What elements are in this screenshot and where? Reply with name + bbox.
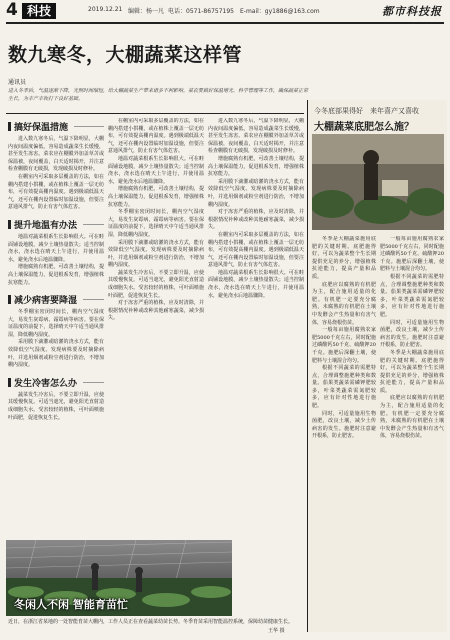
paragraph: 对于冻害严重的植株，应及时清除，并根据情况补种或改种其他耐寒蔬菜，减少损失。 (208, 209, 304, 231)
paragraph: 蔬菜发生冷害后，不要立即升温，应使其缓慢恢复。可适当遮光，避免阳光直射造成细胞失水。受害较轻的植株，可叶面喷施叶面肥，促进恢复生长。 (108, 269, 204, 299)
paragraph: 在棚室内可采取多层覆盖的方法，如在棚内搭建小拱棚，或在植株上覆盖一层无纺布，可有效提高棚内温度。遇到极端低温天气，还可在棚内设置临时加温设施，但要注意通风排气，防止有害气体危害。 (108, 118, 204, 155)
photo-overlay-title: 冬闲人不闲 智能育苗忙 (14, 598, 128, 611)
photo-credit: 王华 摄 (268, 628, 285, 634)
paragraph: 采用膜下滴灌或暗灌的浇水方式，能有效降低空气湿度。发现病株要及时摘除病叶，并选用烟剂或粉尘剂进行防治，不增加棚内湿度。 (108, 239, 204, 269)
paragraph: 蔬菜发生冷害后，不要立即升温，应使其缓慢恢复。可适当遮光，避免阳光直射造成细胞失水。受害较轻的植株，可叶面喷施叶面肥，促进恢复生长。 (8, 391, 104, 421)
section-title: 减少病害要降湿 (8, 293, 104, 306)
paragraph: 地温对蔬菜根系生长影响很大。可在畦面铺设地膜，减少土壤热量散失；适当控制浇水，浇水选在晴天上午进行，并使用温水，避免浇水后地温骤降。 (208, 269, 304, 299)
paper-name: 都市科技报 (382, 5, 442, 18)
greenhouse-photo (6, 540, 232, 616)
paragraph: 根据不同蔬菜的需肥特点，合理调整施肥种类和数量。茄果类蔬菜需磷钾肥较多，叶菜类蔬菜需氮肥较多，应有针对性地进行施肥。 (312, 365, 376, 410)
column-3 (208, 118, 304, 538)
lead-rule (6, 113, 304, 114)
section-title: 发生冷害怎么办 (8, 376, 104, 389)
byline: 通讯员 (8, 79, 27, 86)
paragraph: 冬季棚室密闭时间长，棚内空气湿度大，易发生灰霉病、霜霉病等病害。要在保证温度的前提下，选择晴天中午适当通风排湿，降低棚内湿度。 (108, 209, 204, 238)
paragraph: 增施腐熟有机肥，可改善土壤结构，提高土壤保温能力，促进根系发育，增强植株抗寒能力。 (208, 155, 304, 178)
sidebar-column-1 (312, 236, 376, 626)
paragraph: 根据不同蔬菜的需肥特点，合理调整施肥种类和数量。茄果类蔬菜需磷钾肥较多，叶菜类蔬菜需氮肥较多，应有针对性地进行施肥。 (380, 273, 444, 318)
paragraph: 采用膜下滴灌或暗灌的浇水方式，能有效降低空气湿度。发现病株要及时摘除病叶，并选用烟剂或粉尘剂进行防治，不增加棚内湿度。 (8, 339, 104, 369)
section-title: 提升地温有办法 (8, 218, 104, 231)
paragraph: 增施腐熟有机肥，可改善土壤结构，提高土壤保温能力，促进根系发育，增强植株抗寒能力。 (8, 264, 104, 286)
editor: 编辑：杨一凡 (128, 8, 165, 15)
paragraph: 冬季是大棚蔬菜施用底肥的关键时期。底肥施得好，可以为蔬菜整个生长期提供充足的养分，增强植株抗逆能力，提高产量和品质。 (380, 349, 444, 394)
paragraph: 同时，可适量施用生物菌肥，改良土壤，减少土传病害的发生。施肥时注意避开根系，防止肥害。 (312, 410, 376, 440)
photo-caption: 近日，在浙江省某地的一处智能育苗大棚内，工作人员正在查看蔬菜幼苗长势。冬季育苗采用智能温控系统，保障幼苗健康生长。 (8, 619, 294, 625)
paragraph: 对于冻害严重的植株，应及时清除，并根据情况补种或改种其他耐寒蔬菜，减少损失。 (108, 300, 204, 322)
paragraph: 一般每亩施用腐熟农家肥5000千克左右，同时配施过磷酸钙50千克、硫酸钾20千克。施肥后深翻土壤，使肥料与土壤混合均匀。 (312, 327, 376, 364)
paragraph: 采用膜下滴灌或暗灌的浇水方式，能有效降低空气湿度。发现病株要及时摘除病叶，并选用烟剂或粉尘剂进行防治，不增加棚内湿度。 (208, 178, 304, 208)
section-tag: 科技 (22, 3, 56, 19)
lead-paragraph: 进入冬季后，气温逐渐下降，光照时间缩短，给大棚蔬菜生产带来诸多不利影响。菜农要做好保温增光、科学管理等工作，确保蔬菜正常生长，为丰产丰收打下良好基础。 (8, 88, 309, 102)
paragraph: 在棚室内可采取多层覆盖的方法，如在棚内搭建小拱棚，或在植株上覆盖一层无纺布，可有效提高棚内温度。遇到极端低温天气，还可在棚内设置临时加温设施，但要注意通风排气，防止有害气体危害。 (8, 173, 104, 211)
sidebar-title: 大棚蔬菜底肥怎么施？ (314, 122, 414, 133)
paragraph: 冬季是大棚蔬菜施用底肥的关键时期。底肥施得好，可以为蔬菜整个生长期提供充足的养分，增强植株抗逆能力，提高产量和品质。 (312, 236, 376, 280)
sidebar-photo (312, 134, 444, 230)
paragraph: 底肥应以腐熟的有机肥为主，配合施用适量的化肥。有机肥一定要充分腐熟，未腐熟的有机肥在土壤中发酵会产生热量和有害气体，容易烧根伤苗。 (380, 395, 444, 440)
paragraph: 底肥应以腐熟的有机肥为主，配合施用适量的化肥。有机肥一定要充分腐熟，未腐熟的有机肥在土壤中发酵会产生热量和有害气体，容易烧根伤苗。 (312, 281, 376, 326)
paragraph: 进入数九寒冬后，气温下降明显，大棚内夜间温度偏低，容易造成蔬菜生长缓慢，甚至发生冻害。菜农应在棚膜外加盖草苫或保温被，夜间覆盖，白天适时揭开，并注意检查棚膜有无破损，发现破损及时修补。 (8, 136, 104, 173)
paragraph: 同时，可适量施用生物菌肥，改良土壤，减少土传病害的发生。施肥时注意避开根系，防止肥害。 (380, 319, 444, 349)
column-2 (108, 118, 204, 538)
issue-date: 2019.12.21 (88, 6, 123, 13)
page-number: 4 (6, 0, 18, 20)
headline: 数九寒冬，大棚蔬菜这样管 (8, 44, 243, 66)
sidebar-photo-image (312, 134, 444, 230)
paragraph: 进入数九寒冬后，气温下降明显，大棚内夜间温度偏低，容易造成蔬菜生长缓慢，甚至发生冻害。菜农应在棚膜外加盖草苫或保温被，夜间覆盖，白天适时揭开，并注意检查棚膜有无破损，发现破损及时修补。 (208, 118, 304, 155)
paragraph: 冬季棚室密闭时间长，棚内空气湿度大，易发生灰霉病、霜霉病等病害。要在保证温度的前提下，选择晴天中午适当通风排湿，降低棚内湿度。 (8, 309, 104, 338)
email: E-mail：gy1886@163.com (240, 8, 320, 15)
paragraph: 一般每亩施用腐熟农家肥5000千克左右，同时配施过磷酸钙50千克、硫酸钾20千克。施肥后深翻土壤，使肥料与土壤混合均匀。 (380, 236, 444, 273)
sidebar-column-2 (380, 236, 444, 626)
column-1 (8, 118, 104, 538)
masthead-rule (6, 22, 444, 24)
section-title: 搞好保温措施 (8, 120, 104, 133)
phone: 电话：0571-86757195 (168, 8, 234, 15)
sidebar-article (307, 100, 447, 632)
paragraph: 在棚室内可采取多层覆盖的方法，如在棚内搭建小拱棚，或在植株上覆盖一层无纺布，可有效提高棚内温度。遇到极端低温天气，还可在棚内设置临时加温设施，但要注意通风排气，防止有害气体危害。 (208, 231, 304, 269)
paragraph: 增施腐熟有机肥，可改善土壤结构，提高土壤保温能力，促进根系发育，增强植株抗寒能力。 (108, 186, 204, 208)
paragraph: 地温对蔬菜根系生长影响很大。可在畦面铺设地膜，减少土壤热量散失；适当控制浇水，浇水选在晴天上午进行，并使用温水，避免浇水后地温骤降。 (8, 233, 104, 263)
paragraph: 地温对蔬菜根系生长影响很大。可在畦面铺设地膜，减少土壤热量散失；适当控制浇水，浇水选在晴天上午进行，并使用温水，避免浇水后地温骤降。 (108, 155, 204, 185)
masthead (0, 0, 450, 20)
sidebar-kicker: 今冬底部果得好 来年喜产又喜收 (314, 107, 419, 115)
